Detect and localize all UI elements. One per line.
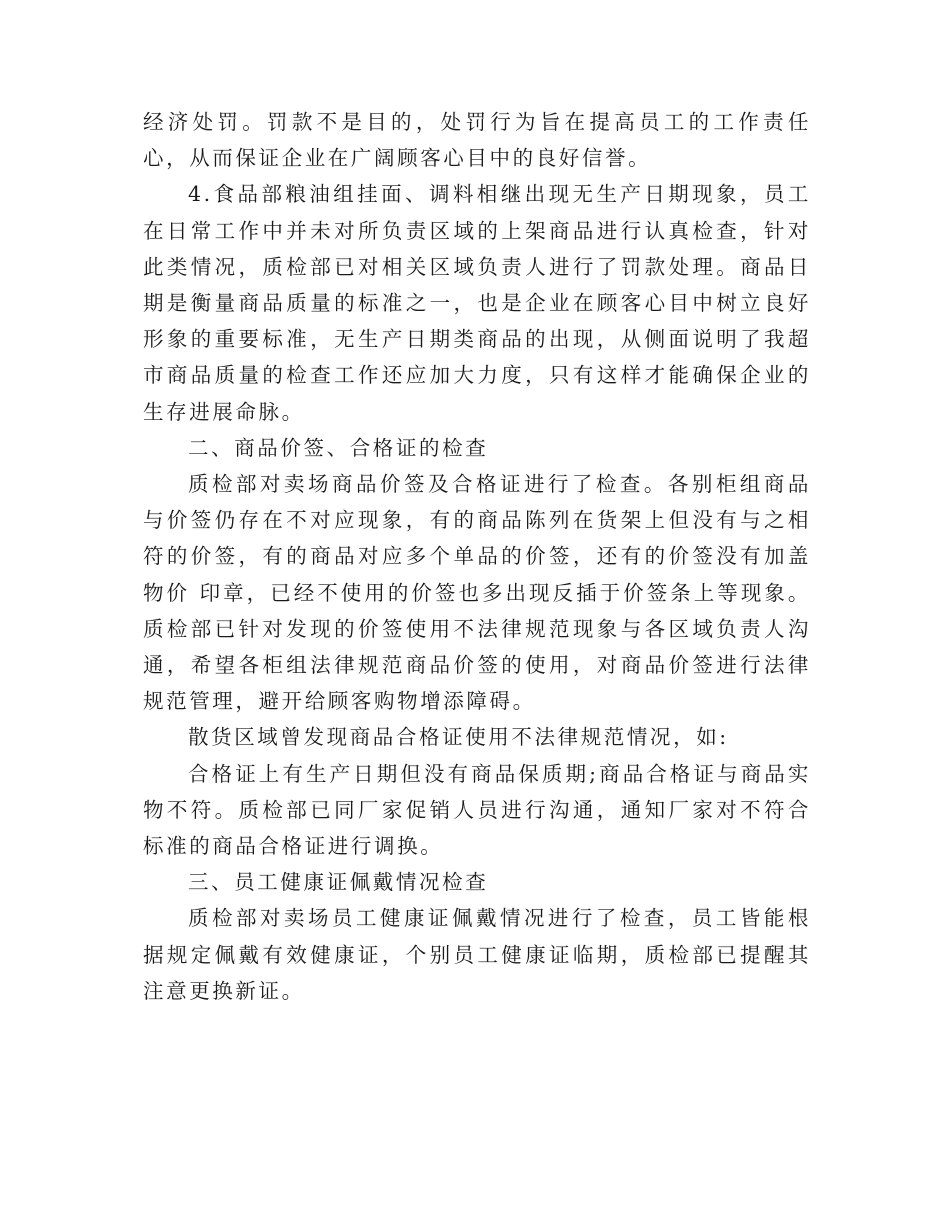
section-heading-2: 二、商品价签、合格证的检查: [188, 435, 489, 460]
document-body: [143, 104, 811, 1009]
paragraph-item-4: 4.食品部粮油组挂面、调料相继出现无生产日期现象，员工在日常工作中并未对所负责区域的上架商品进行认真检查，针对此类情况，质检部已对相关区域负责人进行了罚款处理。商品日期是衡量商品质量的标准之一，也是企业在顾客心目中树立良好形象的重要标准，无生产日期类商品的出现，从侧面说明了我超市商品质量的检查工作还应加大力度，只有这样才能确保企业的生存进展命脉。: [143, 182, 811, 424]
paragraph-price-tag-check: 质检部对卖场商品价签及合格证进行了检查。各别柜组商品与价签仍存在不对应现象，有的商品陈列在货架上但没有与之相符的价签，有的商品对应多个单品的价签，还有的价签没有加盖 物价 印章，已经不使用的价签也多出现反插于价签条上等现象。质检部已针对发现的价签使用不法律规范现象与各区域负责人沟通，希望各柜组法律规范商品价签的使用，对商品价签进行法律规范管理，避开给顾客购物增添障碍。: [143, 472, 811, 714]
paragraph-certificate: 合格证上有生产日期但没有商品保质期;商品合格证与商品实物不符。质检部已同厂家促销人员进行沟通，通知厂家对不符合标准的商品合格证进行调换。: [143, 761, 811, 859]
section-heading-3: 三、员工健康证佩戴情况检查: [188, 870, 489, 895]
paragraph-continuation: 经济处罚。罚款不是目的，处罚行为旨在提高员工的工作责任心，从而保证企业在广阔顾客心目中的良好信誉。: [143, 110, 811, 171]
paragraph-bulk-area: 散货区域曾发现商品合格证使用不法律规范情况，如:: [188, 725, 729, 750]
paragraph-health-certificate: 质检部对卖场员工健康证佩戴情况进行了检查，员工皆能根据规定佩戴有效健康证，个别员工健康证临期，质检部已提醒其注意更换新证。: [143, 906, 811, 1003]
